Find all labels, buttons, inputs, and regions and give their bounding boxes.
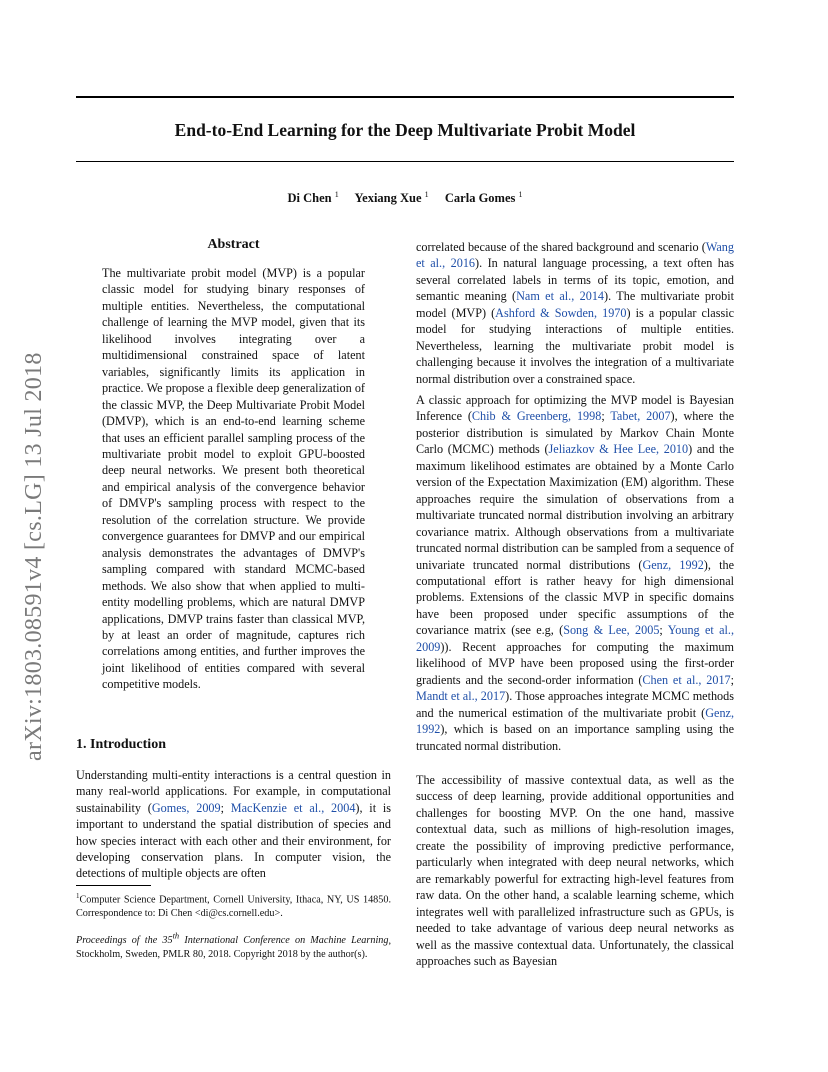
footnote: $^1$Computer Science Department, Cornell University, Ithaca, NY, US 14850. Correspondence to: Di Chen <di@cs.cornell.edu>. (76, 892, 391, 919)
citation-link[interactable]: Chib & Greenberg, 1998 (471, 409, 602, 424)
intro-paragraph-mvp-approaches: A classic approach for optimizing the MVP model is Bayesian Inference (Chib & Greenberg, 1998; Tabet, 2007), where the posterior distribution is simulated by Markov Chain Monte Carlo (MCMC) methods (Jeliazkov & Hee Lee, 2010) and the maximum likelihood estimates are obtained by a Monte Carlo version of the Expectation Maximization (EM) algorithm. These approaches require the simulation of observations from a multivariate truncated normal distribution involving an arbitrary covariance matrix. Although observations from a multivariate truncated normal distribution can be sampled from a sequence of univariate truncated normal distributions (Genz, 1992), the computational effort is rather heavy for high dimensional problems. Extensions of the classic MVP in specific domains have been proposed under specific assumptions of the covariance matrix (see e.g, (Song & Lee, 2005; Young et al., 2009)). Recent approaches for computing the maximum likelihood of MVP have been proposed using the first-order gradients and the second-order information (Chen et al., 2017; Mandt et al., 2017). Those approaches integrate MCMC methods and the numerical estimation of the multivariate probit (Genz, 1992), which is based on an importance sampling using the truncated normal distribution. (416, 393, 735, 753)
intro-paragraph: Understanding multi-entity interactions is a central question in many real-world applications. For example, in computational sustainability (Gomes, 2009; MacKenzie et al., 2004), it is important to understand the spatial distribution of species and how species interact with each other and their environment, for developing conservation plans. In computer vision, the detections of multiple objects are often (76, 768, 391, 881)
arxiv-stamp: arXiv:1803.08591v4 [cs.LG] 13 Jul 2018 (21, 352, 47, 761)
citation-link[interactable]: Gomes, 2009 (151, 800, 221, 815)
footnote-rule (76, 885, 151, 886)
citation-link[interactable]: Ashford & Sowden, 1970 (495, 305, 627, 320)
citation-link[interactable]: Wang et al., 2016 (416, 240, 734, 271)
citation-link[interactable]: MacKenzie et al., 2004 (230, 800, 356, 815)
title-rule-top (76, 96, 734, 98)
author-list (76, 190, 734, 206)
title-rule-bottom (76, 161, 734, 162)
author-name: Carla Gomes (444, 191, 516, 206)
section-heading-introduction: 1. Introduction (76, 737, 166, 752)
footnote-mark: 1 (76, 892, 80, 900)
citation-link[interactable]: Young et al., 2009 (416, 623, 734, 654)
citation-link[interactable]: Jeliazkov & Hee Lee, 2010 (548, 442, 689, 457)
citation-link[interactable]: Chen et al., 2017 (642, 672, 731, 687)
citation-link[interactable]: Genz, 1992 (416, 705, 734, 737)
intro-paragraph-continued: correlated because of the shared background and scenario (Wang et al., 2016). In natural language processing, a text often has several correlated labels in terms of its topic, emotion, and semantic meaning (Nam et al., 2014). The multivariate probit model (MVP) (Ashford & Sowden, 1970) is a popular classic model for studying interactions of multiple entities. Nevertheless, learning the multivariate probit model is challenging because it involves the integration of a multivariate normal distribution over a constrained space. (416, 240, 735, 386)
author-name: Yexiang Xue (354, 191, 422, 206)
author-name: Di Chen (287, 191, 332, 206)
citation-link[interactable]: Nam et al., 2014 (516, 289, 605, 304)
abstract-heading: Abstract (207, 237, 260, 252)
citation-link[interactable]: Song & Lee, 2005 (563, 623, 660, 638)
author-affiliation-mark: 1 (424, 190, 429, 199)
citation-link[interactable]: Genz, 1992 (642, 557, 704, 572)
author-affiliation-mark: 1 (518, 190, 523, 199)
citation-link[interactable]: Tabet, 2007 (610, 409, 671, 424)
proceedings-note: Proceedings of the 35th International Conference on Machine Learning, Stockholm, Sweden, PMLR 80, 2018. Copyright 2018 by the author(s). (76, 931, 392, 960)
intro-paragraph-deep-learning: The accessibility of massive contextual data, as well as the success of deep learning, provide additional opportunities and challenges for boosting MVP. On the one hand, massive contextual data, such as millions of high-resolution images, create the possibility of improving predictive performance, particularly when integrated with deep neural networks, which are remarkably powerful for extracting high-level features from raw data. On the other hand, a scalable learning scheme, which integrates well with parallelized infrastructure such as GPUs, is needed to take advantage of various deep neural networks as well as the massive contextual data. Unfortunately, the classical approaches such as Bayesian (416, 773, 734, 968)
abstract-body: The multivariate probit model (MVP) is a popular classic model for studying binary responses of multiple entities. Nevertheless, the computational challenge of learning the MVP model, given that its likelihood involves integrating over a multidimensional constrained space of latent variables, significantly limits its application in practice. We propose a flexible deep generalization of the classic MVP, the Deep Multivariate Probit Model (DMVP), which is an end-to-end learning scheme that uses an efficient parallel sampling process of the multivariate probit model to exploit GPU-boosted deep neural networks. We present both theoretical and empirical analysis of the convergence behavior of DMVP's sampling process with respect to the resolution of the correlation structure. We provide convergence guarantees for DMVP and our empirical analysis demonstrates the advantages of DMVP's sampling compared with standard MCMC-based methods. We also show that when applied to multi-entity modelling problems, which are natural DMVP applications, DMVP trains faster than classical MVP, by at least an order of magnitude, captures rich correlations among entities, and further improves the joint likelihood of entities compared with several competitive models. (102, 266, 365, 692)
paper-title: End-to-End Learning for the Deep Multivariate Probit Model (174, 120, 636, 140)
citation-link[interactable]: Mandt et al., 2017 (416, 689, 506, 704)
author-affiliation-mark: 1 (334, 190, 339, 199)
